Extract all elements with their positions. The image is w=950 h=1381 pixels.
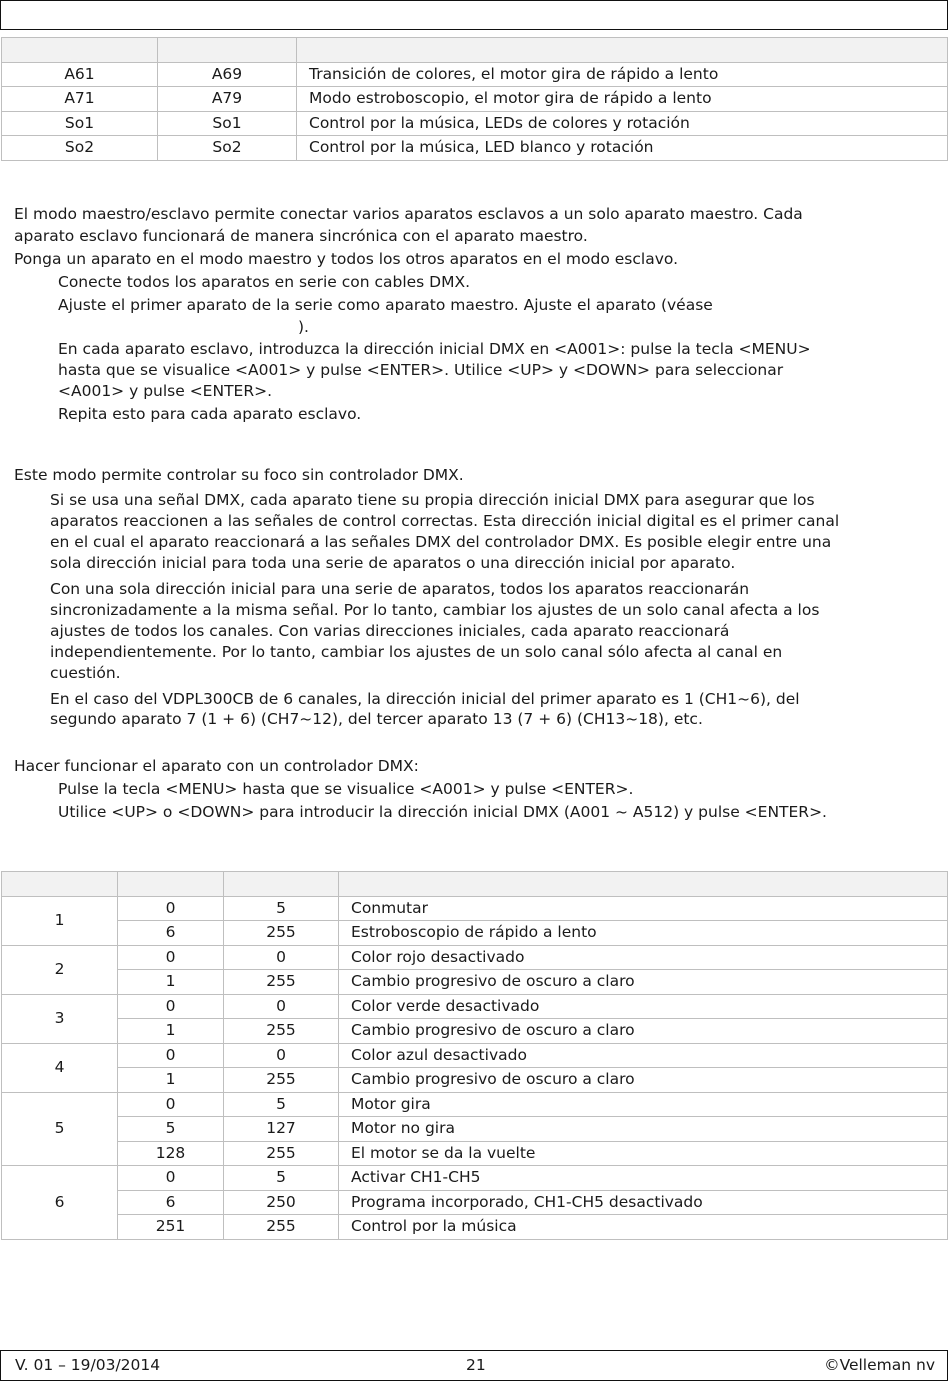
table-row [2, 1117, 948, 1142]
value-from-cell: 5 [118, 1117, 224, 1142]
dmx-header-cell [2, 872, 118, 897]
function-cell: Cambio progresivo de oscuro a claro [339, 970, 948, 995]
value-from-cell: 0 [118, 896, 224, 921]
value-to-cell: 127 [224, 1117, 339, 1142]
operate-step1: Pulse la tecla <MENU> hasta que se visualice <A001> y pulse <ENTER>. [58, 780, 634, 798]
dmx-header-cell [118, 872, 224, 897]
dmx-mode-intro: Este modo permite controlar su foco sin controlador DMX. [14, 466, 464, 484]
page-footer [0, 1350, 948, 1381]
value-from-cell: 1 [118, 970, 224, 995]
value-from-cell: 0 [118, 945, 224, 970]
value-to-cell: 0 [224, 945, 339, 970]
channel-cell: 3 [2, 994, 118, 1043]
mode-start-cell: A61 [2, 62, 158, 87]
modes-header-cell [2, 38, 158, 63]
function-cell: Cambio progresivo de oscuro a claro [339, 1068, 948, 1093]
function-cell: Programa incorporado, CH1-CH5 desactivado [339, 1190, 948, 1215]
master-slave-step3-line1: En cada aparato esclavo, introduzca la dirección inicial DMX en <A001>: pulse la tecla <MENU> [58, 340, 811, 358]
mode-start-cell: So1 [2, 111, 158, 136]
channel-cell: 4 [2, 1043, 118, 1092]
footer-page-number: 21 [466, 1356, 486, 1374]
value-to-cell: 0 [224, 994, 339, 1019]
modes-header-row [2, 38, 948, 63]
mode-end-cell: A69 [158, 62, 297, 87]
paragraph-line: segundo aparato 7 (1 + 6) (CH7~12), del tercer aparato 13 (7 + 6) (CH13~18), etc. [50, 710, 703, 728]
value-to-cell: 0 [224, 1043, 339, 1068]
master-slave-intro-line1: El modo maestro/esclavo permite conectar varios aparatos esclavos a un solo aparato maestro. Cada [14, 205, 803, 223]
function-cell: Motor gira [339, 1092, 948, 1117]
table-row [2, 1043, 948, 1068]
channel-cell: 2 [2, 945, 118, 994]
table-row [2, 970, 948, 995]
value-from-cell: 1 [118, 1068, 224, 1093]
value-to-cell: 255 [224, 1068, 339, 1093]
table-row [2, 111, 948, 136]
footer-version: V. 01 – 19/03/2014 [15, 1356, 161, 1374]
value-from-cell: 0 [118, 1092, 224, 1117]
operate-heading: Hacer funcionar el aparato con un controlador DMX: [14, 757, 419, 775]
paragraph-line: En el caso del VDPL300CB de 6 canales, la dirección inicial del primer aparato es 1 (CH1~6), del [50, 690, 800, 708]
table-row [2, 87, 948, 112]
paragraph-line: sola dirección inicial para toda una serie de aparatos o una dirección inicial por aparato. [50, 554, 736, 572]
master-slave-step3-line2: hasta que se visualice <A001> y pulse <ENTER>. Utilice <UP> y <DOWN> para seleccionar [58, 361, 784, 379]
table-row [2, 896, 948, 921]
value-to-cell: 255 [224, 1141, 339, 1166]
table-row [2, 945, 948, 970]
function-cell: Activar CH1-CH5 [339, 1166, 948, 1191]
mode-description-cell: Control por la música, LEDs de colores y rotación [297, 111, 948, 136]
value-from-cell: 1 [118, 1019, 224, 1044]
table-row [2, 1141, 948, 1166]
table-row [2, 1215, 948, 1240]
operate-step2: Utilice <UP> o <DOWN> para introducir la dirección inicial DMX (A001 ~ A512) y pulse <ENTER>. [58, 803, 827, 821]
value-to-cell: 255 [224, 921, 339, 946]
function-cell: El motor se da la vuelte [339, 1141, 948, 1166]
value-to-cell: 255 [224, 970, 339, 995]
value-to-cell: 5 [224, 896, 339, 921]
paragraph-line: aparatos reaccionen a las señales de control correctas. Esta dirección inicial digital es el primer canal [50, 512, 840, 530]
modes-table [1, 37, 948, 161]
table-row [2, 921, 948, 946]
paragraph-line: Con una sola dirección inicial para una serie de aparatos, todos los aparatos reaccionarán [50, 580, 750, 598]
mode-start-cell: A71 [2, 87, 158, 112]
footer-copyright: ©Velleman nv [824, 1356, 935, 1374]
value-to-cell: 5 [224, 1092, 339, 1117]
page-header-box [0, 0, 948, 30]
value-from-cell: 6 [118, 921, 224, 946]
modes-header-cell [158, 38, 297, 63]
value-from-cell: 0 [118, 1166, 224, 1191]
table-row [2, 1166, 948, 1191]
function-cell: Estroboscopio de rápido a lento [339, 921, 948, 946]
function-cell: Color azul desactivado [339, 1043, 948, 1068]
channel-cell: 6 [2, 1166, 118, 1240]
function-cell: Control por la música [339, 1215, 948, 1240]
value-from-cell: 0 [118, 1043, 224, 1068]
channel-cell: 5 [2, 1092, 118, 1166]
channel-cell: 1 [2, 896, 118, 945]
dmx-header-row [2, 872, 948, 897]
value-from-cell: 6 [118, 1190, 224, 1215]
master-slave-step4: Repita esto para cada aparato esclavo. [58, 405, 362, 423]
table-row [2, 1068, 948, 1093]
function-cell: Cambio progresivo de oscuro a claro [339, 1019, 948, 1044]
master-slave-step2-line1: Ajuste el primer aparato de la serie como aparato maestro. Ajuste el aparato (véase [58, 296, 713, 314]
paragraph-line: cuestión. [50, 664, 121, 682]
value-from-cell: 0 [118, 994, 224, 1019]
table-row [2, 62, 948, 87]
mode-description-cell: Transición de colores, el motor gira de rápido a lento [297, 62, 948, 87]
paragraph-line: independientemente. Por lo tanto, cambiar los ajustes de un solo canal sólo afecta al canal en [50, 643, 783, 661]
table-row [2, 136, 948, 161]
dmx-header-cell [224, 872, 339, 897]
value-to-cell: 255 [224, 1215, 339, 1240]
value-from-cell: 128 [118, 1141, 224, 1166]
mode-end-cell: So2 [158, 136, 297, 161]
mode-end-cell: A79 [158, 87, 297, 112]
value-to-cell: 5 [224, 1166, 339, 1191]
table-row [2, 1092, 948, 1117]
master-slave-intro-line2: aparato esclavo funcionará de manera sincrónica con el aparato maestro. [14, 227, 588, 245]
master-slave-step3-line3: <A001> y pulse <ENTER>. [58, 382, 273, 400]
mode-description-cell: Modo estroboscopio, el motor gira de rápido a lento [297, 87, 948, 112]
paragraph-line: ajustes de todos los canales. Con varias direcciones iniciales, cada aparato reaccionará [50, 622, 730, 640]
function-cell: Color verde desactivado [339, 994, 948, 1019]
mode-end-cell: So1 [158, 111, 297, 136]
dmx-channel-table [1, 871, 948, 1240]
paragraph-line: sincronizadamente a la misma señal. Por lo tanto, cambiar los ajustes de un solo canal afecta a los [50, 601, 820, 619]
value-to-cell: 250 [224, 1190, 339, 1215]
function-cell: Motor no gira [339, 1117, 948, 1142]
value-from-cell: 251 [118, 1215, 224, 1240]
modes-header-cell [297, 38, 948, 63]
mode-description-cell: Control por la música, LED blanco y rotación [297, 136, 948, 161]
function-cell: Color rojo desactivado [339, 945, 948, 970]
value-to-cell: 255 [224, 1019, 339, 1044]
paragraph-line: Si se usa una señal DMX, cada aparato tiene su propia dirección inicial DMX para asegurar que los [50, 491, 815, 509]
mode-start-cell: So2 [2, 136, 158, 161]
master-slave-step1: Conecte todos los aparatos en serie con cables DMX. [58, 273, 471, 291]
table-row [2, 994, 948, 1019]
master-slave-line3: Ponga un aparato en el modo maestro y todos los otros aparatos en el modo esclavo. [14, 250, 679, 268]
table-row [2, 1190, 948, 1215]
function-cell: Conmutar [339, 896, 948, 921]
table-row [2, 1019, 948, 1044]
paragraph-line: en el cual el aparato reaccionará a las señales DMX del controlador DMX. Es posible elegir entre una [50, 533, 832, 551]
dmx-header-cell [339, 872, 948, 897]
master-slave-step2-line2: ). [298, 318, 309, 336]
